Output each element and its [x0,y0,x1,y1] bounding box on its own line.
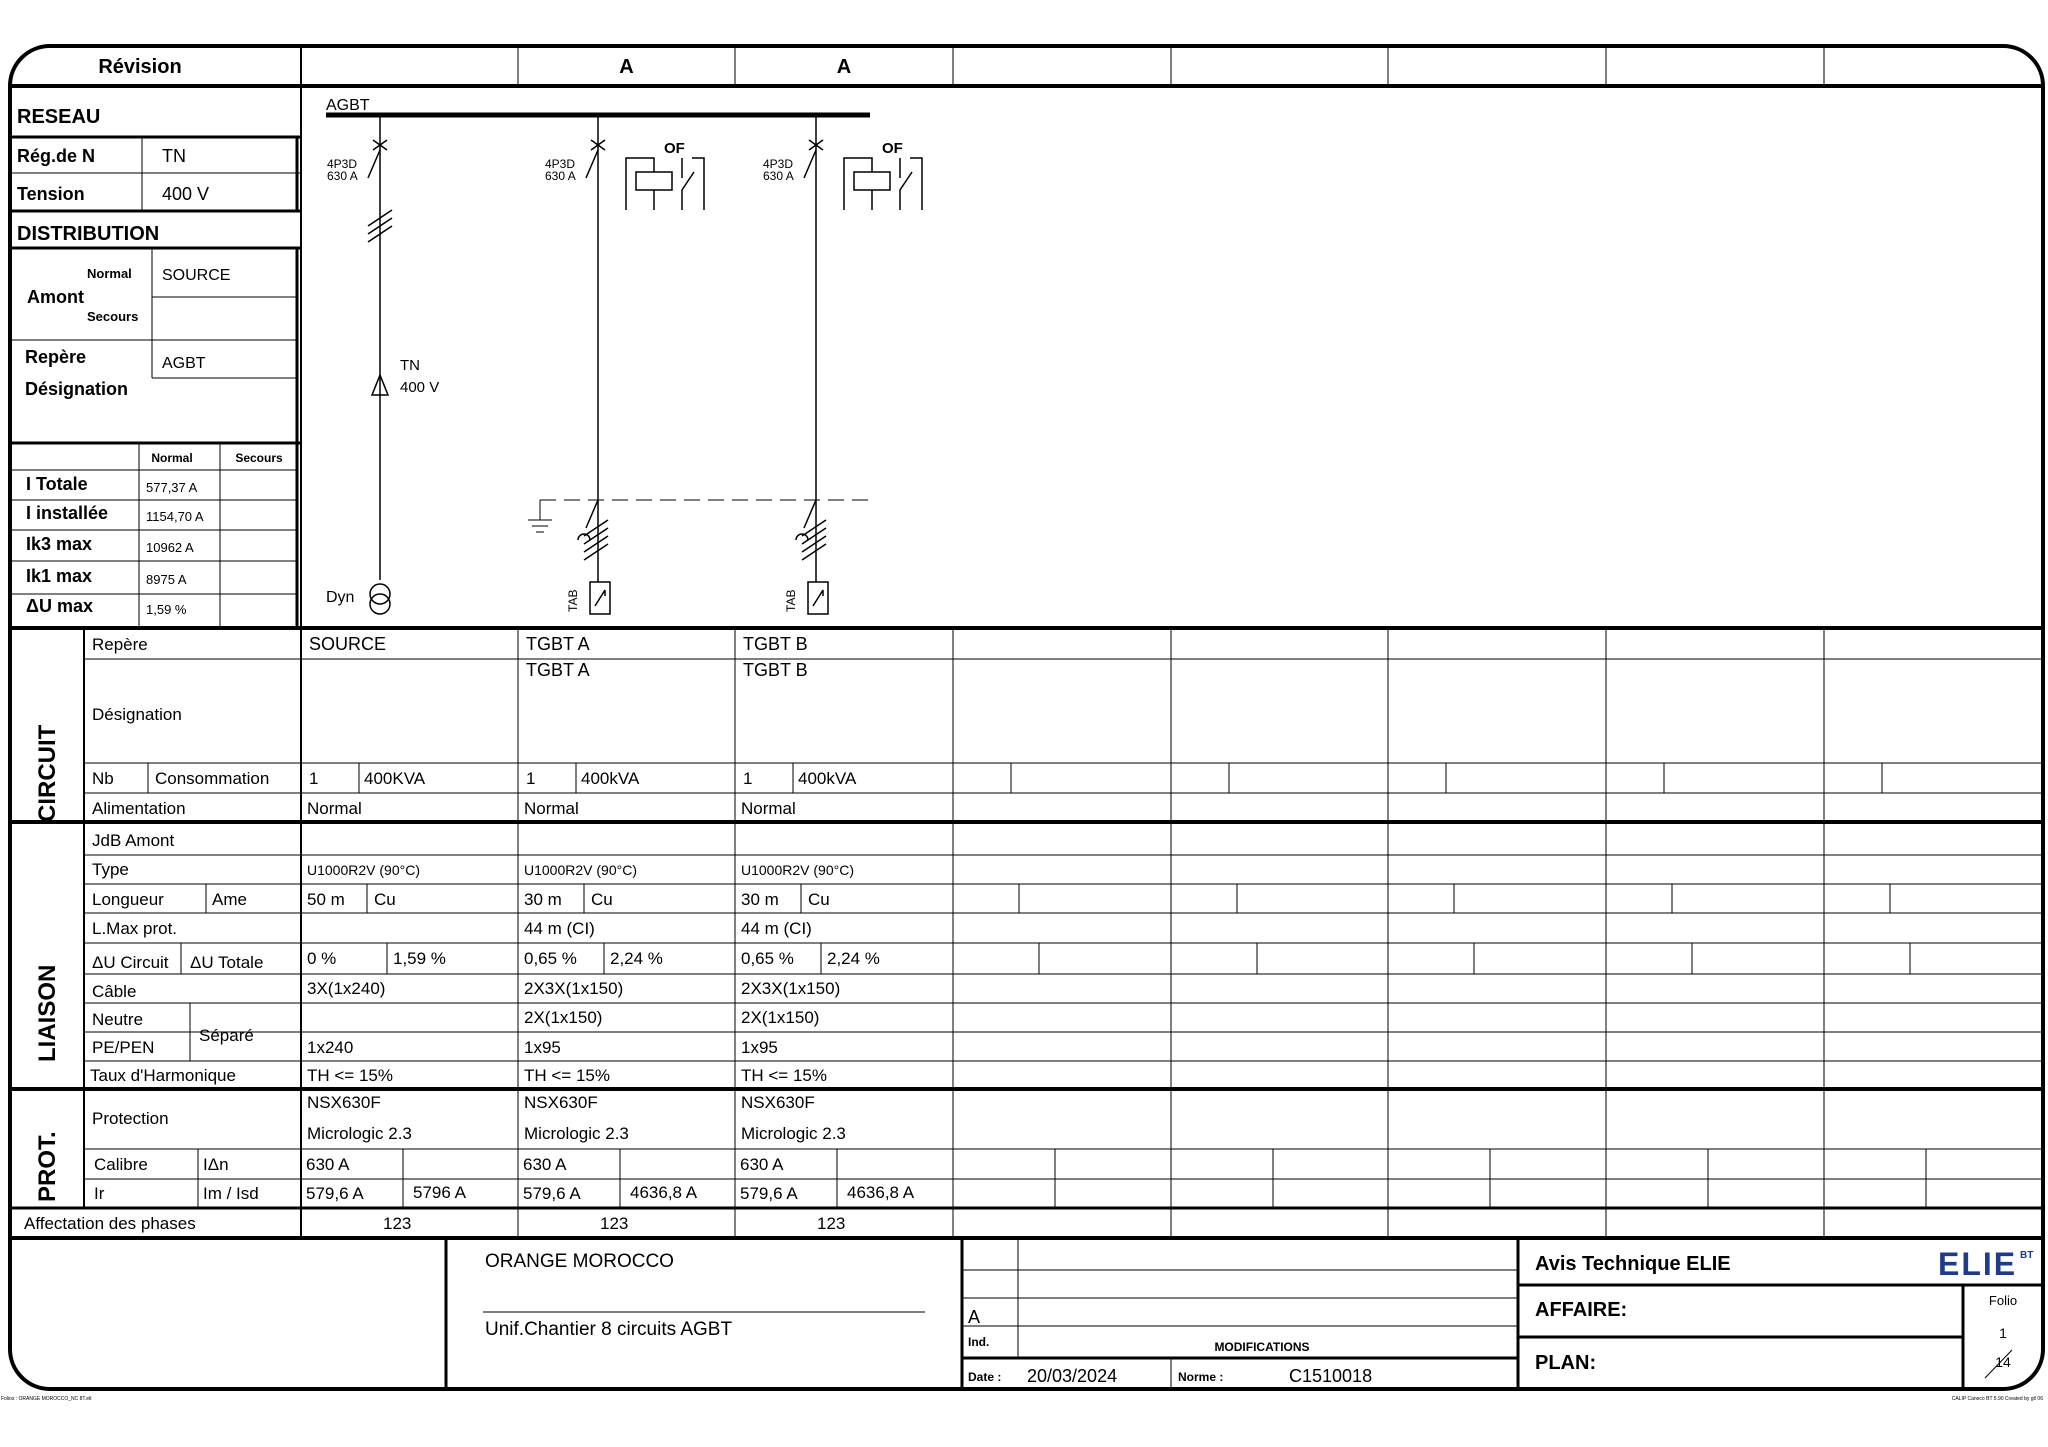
text-cell: Affectation des phases [24,1214,196,1233]
text-cell: 30 m [524,890,562,909]
text-cell: 20/03/2024 [1027,1366,1118,1386]
text-cell: 630 A [523,1155,567,1174]
text-cell: Consommation [155,769,270,788]
text-cell: Séparé [199,1026,254,1045]
relay-coil-icon [854,172,890,190]
relay-contacts-icon [626,158,704,210]
text-cell: Folio [1988,1293,2018,1308]
text-cell: Normal [307,799,362,818]
text-cell: 630 A [327,169,358,183]
distribution-title: DISTRIBUTION [17,223,160,245]
text-cell: OF [882,140,903,157]
text-cell: 123 [383,1214,412,1233]
totals-label: I installée [26,503,109,523]
text-cell: C1510018 [1289,1366,1373,1386]
text-cell: 4P3D [327,157,358,171]
text-cell: 2,24 % [610,949,663,968]
text-cell: 0,65 % [524,949,577,968]
text-cell: NSX630F [524,1093,598,1112]
elie-logo: ELIE [1938,1246,2018,1282]
text-cell: Taux d'Harmonique [90,1066,236,1085]
text-cell: ORANGE MOROCCO [485,1251,674,1272]
text-cell: TAB [784,589,798,612]
text-cell: Type [92,860,129,879]
cell-repere: SOURCE [309,634,387,654]
section-prot: PROT. [34,1131,61,1202]
text-cell: Normal [741,799,796,818]
text-cell: 30 m [741,890,779,909]
text-cell: 1 [743,769,753,788]
text-cell: 1154,70 A [146,509,204,524]
text-cell: 123 [600,1214,629,1233]
text-cell: 123 [817,1214,846,1233]
text-cell: Ir [94,1184,105,1203]
line [586,150,598,178]
text-cell: 2X3X(1x150) [741,979,841,998]
text-cell: Normal [524,799,579,818]
text-cell: 1,59 % [393,949,446,968]
text-cell: 10962 A [146,540,194,555]
text-cell: 44 m (CI) [524,919,595,938]
line [804,150,816,178]
text-cell: Cu [591,890,613,909]
text-cell: A [968,1307,981,1327]
text-cell: 400KVA [364,769,426,788]
text-cell: Désignation [92,705,182,724]
text-cell: 630 A [545,169,576,183]
text-cell: Neutre [92,1010,144,1029]
text-cell: Normal [151,451,193,465]
text-cell: Alimentation [92,799,186,818]
text-cell: Repère [25,347,87,367]
text-cell: Micrologic 2.3 [307,1124,412,1143]
text-cell: Secours [235,451,283,465]
text-cell: Ame [212,890,247,909]
text-cell: NSX630F [741,1093,815,1112]
text-cell: 579,6 A [740,1184,798,1203]
sheet-texts [1,56,2043,1402]
text-cell: 630 A [763,169,794,183]
load-arrow-icon [813,590,823,606]
text-cell: AGBT [162,355,206,372]
totals-label: I Totale [26,474,88,494]
text-cell: 4636,8 A [847,1183,915,1202]
text-cell: 2X(1x150) [524,1008,603,1027]
text-cell: TN [400,357,420,374]
text-cell: 4P3D [763,157,794,171]
text-cell: U1000R2V (90°C) [307,862,420,878]
totals-label: Ik1 max [26,566,93,586]
text-cell: 400kVA [798,769,857,788]
text-cell: JdB Amont [92,831,175,850]
cell-designation: TGBT B [743,660,808,680]
text-cell: 0 % [307,949,337,968]
line [804,500,816,528]
cell-repere: TGBT A [526,634,590,654]
text-cell: PLAN: [1535,1352,1597,1374]
text-cell: Secours [87,309,139,324]
text-cell: IΔn [203,1155,229,1174]
text-cell: Longueur [92,890,164,909]
text-cell: 577,37 A [146,480,198,495]
revision-value: A [619,56,634,78]
text-cell: 630 A [306,1155,350,1174]
loop-icon [796,534,808,540]
text-cell: 400 V [400,379,440,396]
cell-repere: TGBT B [743,634,808,654]
load-arrow-icon [595,590,605,606]
text-cell: TH <= 15% [307,1066,393,1085]
relay-coil-icon [636,172,672,190]
text-cell: Désignation [25,379,129,399]
text-cell: 1 [526,769,536,788]
text-cell: Nb [92,769,114,788]
text-cell: 4P3D [545,157,576,171]
text-cell: Norme : [1178,1370,1224,1384]
text-cell: Dyn [326,589,355,606]
text-cell: Protection [92,1109,169,1128]
text-cell: SOURCE [162,267,231,284]
text-cell: Avis Technique ELIE [1535,1253,1731,1275]
text-cell: CALIP Caneco BT 5.90 Created by gtl 06 [1951,1396,2043,1402]
text-cell: ΔU Circuit [92,953,169,972]
text-cell: MODIFICATIONS [1214,1340,1310,1354]
text-cell: 400 V [162,184,210,204]
text-cell: 2X(1x150) [741,1008,820,1027]
text-cell: Micrologic 2.3 [524,1124,629,1143]
text-cell: 50 m [307,890,345,909]
text-cell: TN [162,146,186,166]
line [586,500,598,528]
text-cell: Cu [374,890,396,909]
reseau-title: RESEAU [17,106,101,128]
text-cell: Tension [17,184,85,204]
text-cell: Câble [92,982,137,1001]
text-cell: Unif.Chantier 8 circuits AGBT [485,1319,733,1340]
relay-contacts-icon [844,158,922,210]
text-cell: Ind. [968,1335,990,1349]
text-cell: 4636,8 A [630,1183,698,1202]
text-cell: 1 [309,769,319,788]
revision-label: Révision [98,56,182,78]
text-cell: 1 [1999,1325,2007,1341]
text-cell: 400kVA [581,769,640,788]
text-cell: 579,6 A [306,1184,364,1203]
text-cell: U1000R2V (90°C) [524,862,637,878]
text-cell: 2X3X(1x150) [524,979,624,998]
totals-label: Ik3 max [26,534,93,554]
section-circuit: CIRCUIT [34,724,61,822]
busbar-label: AGBT [326,97,370,114]
text-cell: Repère [92,635,148,654]
text-cell: L.Max prot. [92,919,178,938]
text-cell: TAB [566,589,580,612]
text-cell: TH <= 15% [524,1066,610,1085]
text-cell: 44 m (CI) [741,919,812,938]
totals-label: ΔU max [26,596,93,616]
text-cell: ΔU Totale [190,953,264,972]
text-cell: Calibre [94,1155,148,1174]
text-cell: Normal [87,266,132,281]
text-cell: AFFAIRE: [1535,1299,1628,1321]
text-cell: 14 [1995,1354,2011,1370]
section-liaison: LIAISON [34,964,61,1062]
text-cell: PE/PEN [92,1038,155,1057]
loop-icon [578,534,590,540]
text-cell: Amont [27,287,84,307]
text-cell: 0,65 % [741,949,794,968]
text-cell: TH <= 15% [741,1066,827,1085]
cell-designation: TGBT A [526,660,590,680]
text-cell: 579,6 A [523,1184,581,1203]
text-cell: Date : [968,1370,1002,1384]
text-cell: 8975 A [146,572,187,587]
text-cell: U1000R2V (90°C) [741,862,854,878]
text-cell: NSX630F [307,1093,381,1112]
text-cell: 1,59 % [146,602,187,617]
text-cell: 1x95 [524,1038,561,1057]
text-cell: Micrologic 2.3 [741,1124,846,1143]
text-cell: 2,24 % [827,949,880,968]
line [584,536,608,552]
text-cell: 1x95 [741,1038,778,1057]
text-cell: OF [664,140,685,157]
text-cell: 5796 A [413,1183,466,1202]
text-cell: 630 A [740,1155,784,1174]
text-cell: Folios : ORANGE MOROCCO_NC 8T.elt [1,1396,92,1402]
line [802,544,826,560]
text-cell: Cu [808,890,830,909]
text-cell: 3X(1x240) [307,979,386,998]
revision-value: A [836,56,852,78]
line [584,544,608,560]
text-cell: Im / Isd [203,1184,259,1203]
line [802,536,826,552]
line [368,150,380,178]
text-cell: 1x240 [307,1038,354,1057]
text-cell: Rég.de N [17,146,96,166]
elie-logo-sup: BT [2020,1250,2034,1261]
